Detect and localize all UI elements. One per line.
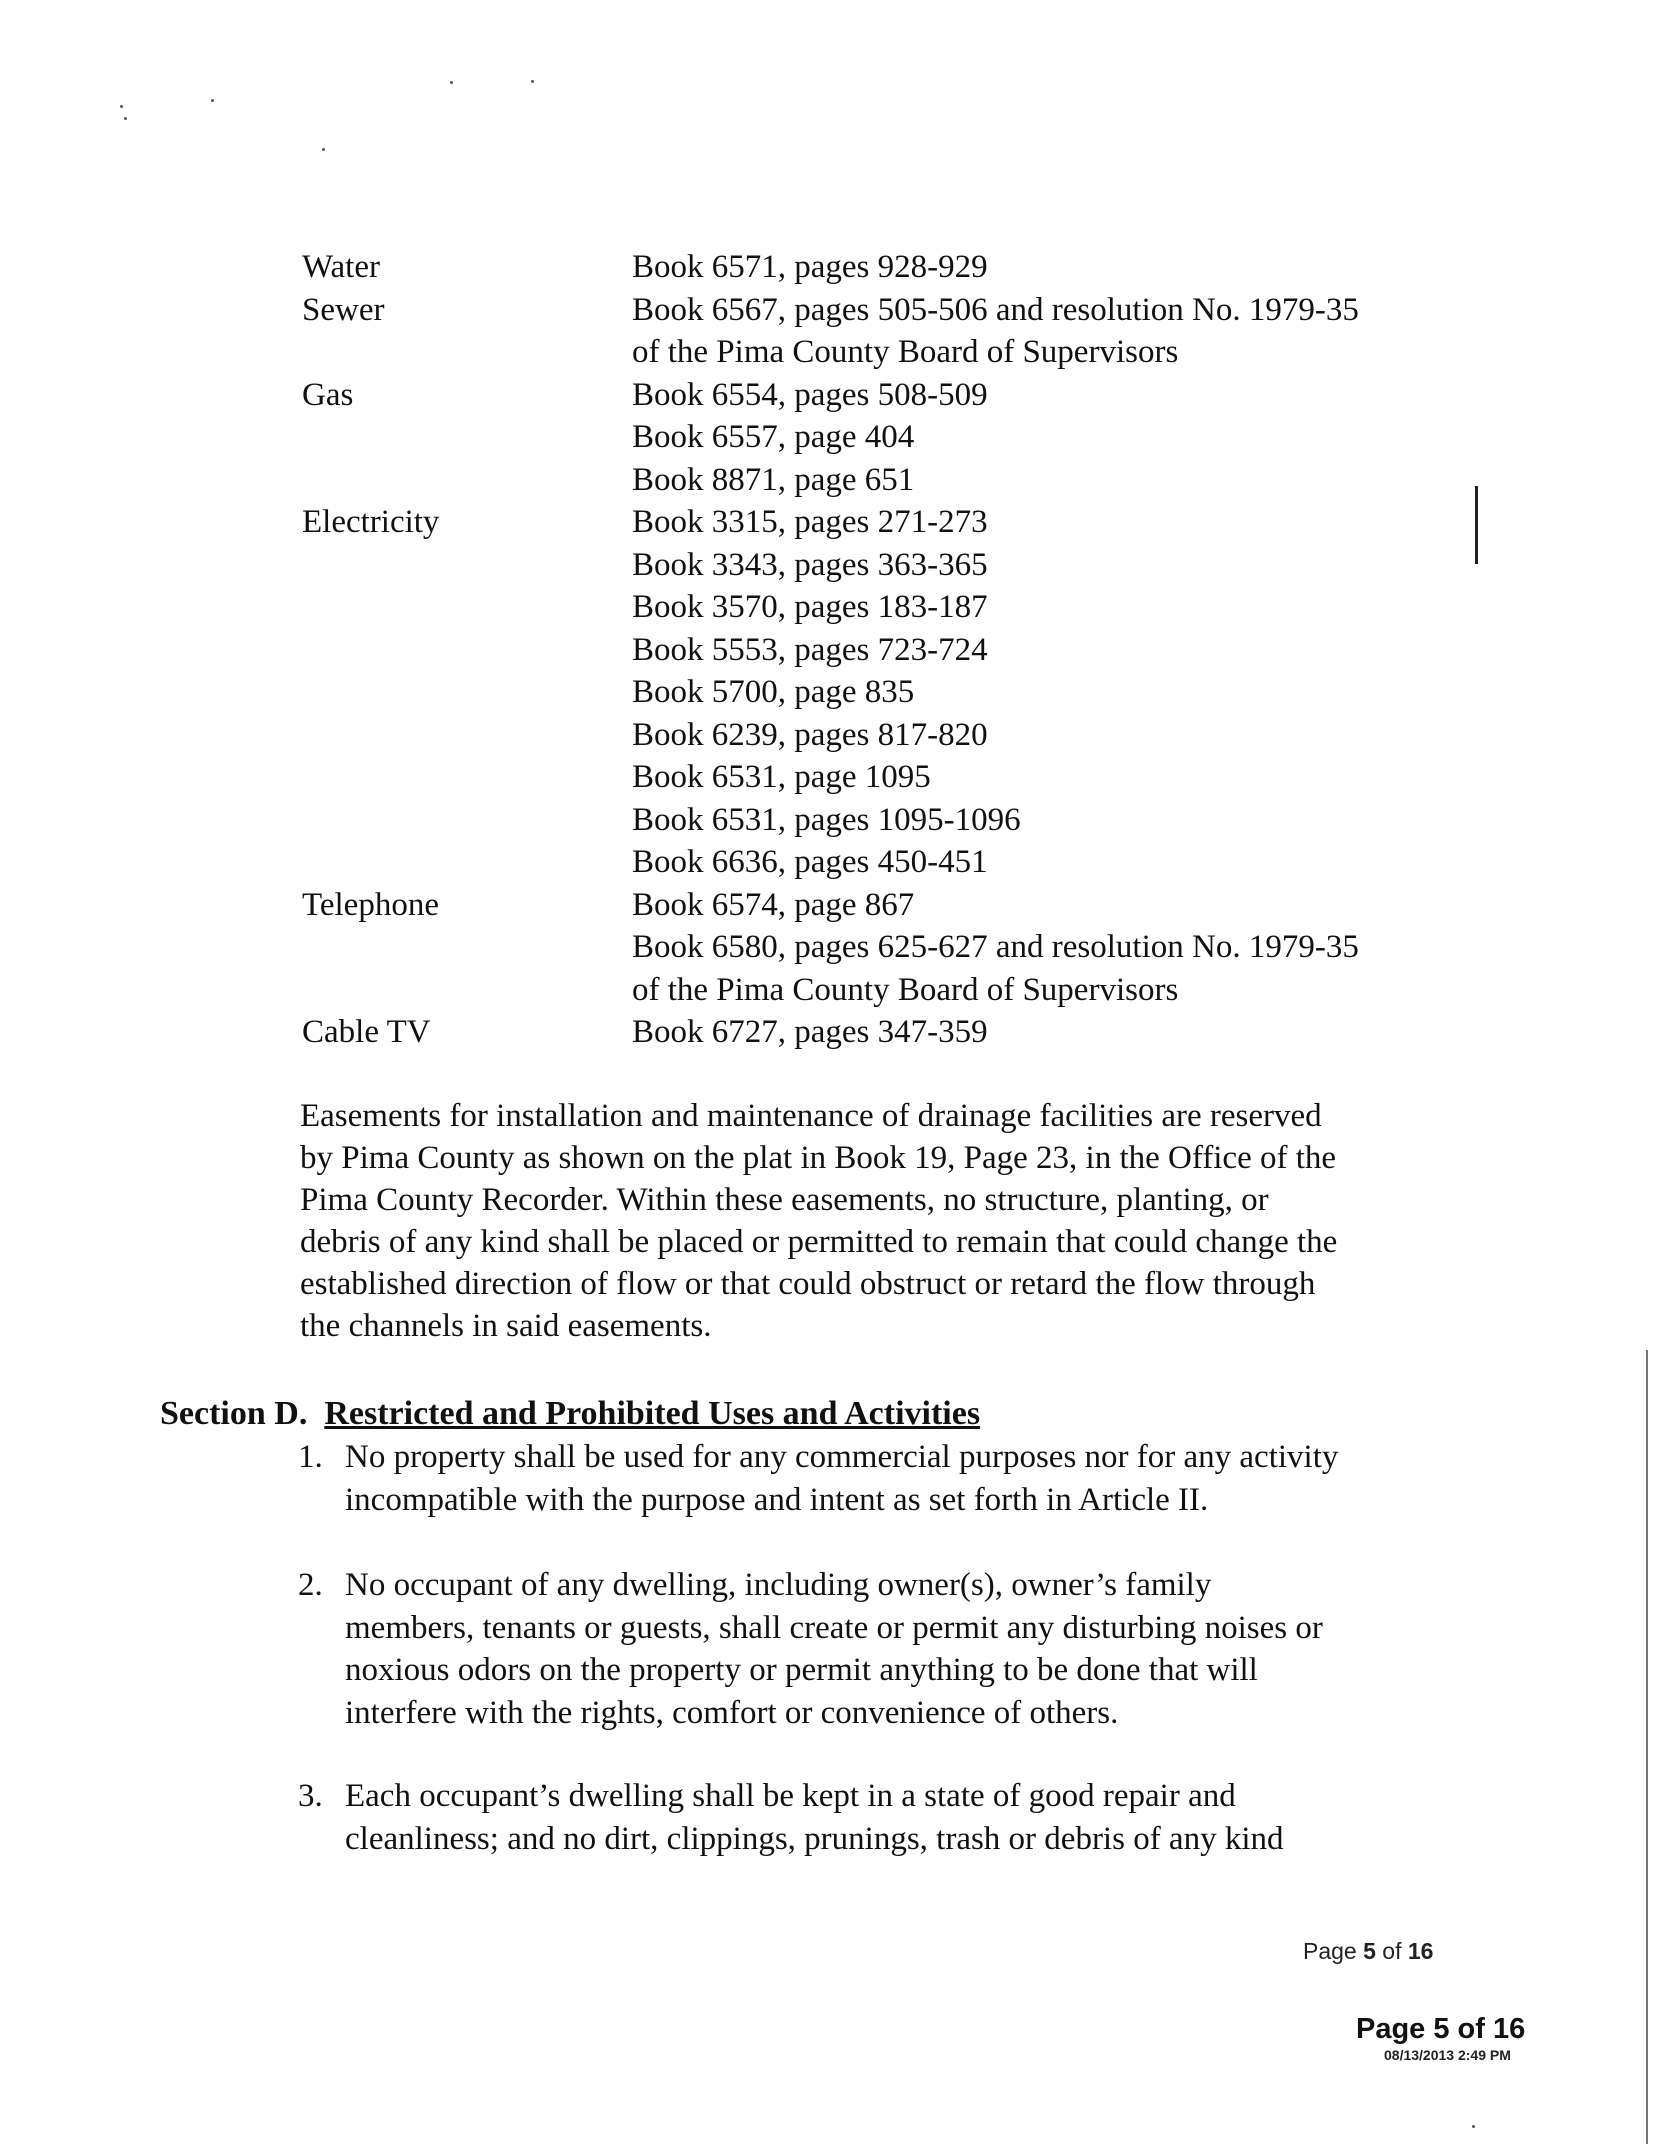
- recording-ref: Book 6574, page 867: [632, 886, 915, 923]
- list-item: [298, 1564, 1498, 1734]
- page-current: 5: [1363, 1938, 1376, 1964]
- recording-refs: [632, 1011, 1482, 1054]
- utility-label: Gas: [302, 376, 354, 413]
- scan-speck: [450, 81, 453, 84]
- list-item-number: 1.: [298, 1439, 323, 1475]
- list-item-line: No occupant of any dwelling, including owner(s), owner’s family: [345, 1567, 1212, 1603]
- paragraph-line: the channels in said easements.: [300, 1308, 712, 1344]
- list-item-text: [345, 1436, 1498, 1521]
- easement-row-gas: [302, 374, 1482, 502]
- recording-ref: Book 6531, pages 1095-1096: [632, 801, 1021, 838]
- paragraph-line: Pima County Recorder. Within these easements, no structure, planting, or: [300, 1182, 1269, 1218]
- recording-ref: Book 3343, pages 363-365: [632, 546, 988, 583]
- recording-ref: Book 6554, pages 508-509: [632, 376, 988, 413]
- paragraph-line: Easements for installation and maintenance of drainage facilities are reserved: [300, 1098, 1322, 1134]
- easement-row-electricity: [302, 501, 1482, 884]
- list-item-number: 3.: [298, 1778, 323, 1814]
- recording-ref: Book 8871, page 651: [632, 461, 915, 498]
- recording-ref: Book 6239, pages 817-820: [632, 716, 988, 753]
- print-timestamp: 08/13/2013 2:49 PM: [1384, 2047, 1511, 2063]
- page-word: Page: [1303, 1938, 1357, 1964]
- scan-edge-line: [1646, 1350, 1648, 2144]
- easement-row-sewer: [302, 289, 1482, 374]
- section-title: Restricted and Prohibited Uses and Activities: [324, 1395, 981, 1432]
- list-item: [298, 1436, 1498, 1521]
- paragraph-line: by Pima County as shown on the plat in Book 19, Page 23, in the Office of the: [300, 1140, 1337, 1176]
- easement-table: [302, 246, 1482, 1054]
- recording-ref: Book 6531, page 1095: [632, 759, 931, 795]
- recording-ref: of the Pima County Board of Supervisors: [632, 334, 1179, 370]
- recording-ref: of the Pima County Board of Supervisors: [632, 971, 1179, 1008]
- list-item-text: [345, 1775, 1498, 1860]
- page-number: [1303, 1938, 1433, 1965]
- of-word: of: [1382, 1938, 1402, 1964]
- recording-ref: Book 3315, pages 271-273: [632, 504, 988, 540]
- recording-ref: Book 5553, pages 723-724: [632, 631, 988, 668]
- scan-speck: [322, 148, 325, 151]
- list-item-line: interfere with the rights, comfort or convenience of others.: [345, 1694, 1119, 1731]
- section-heading: [160, 1393, 980, 1435]
- scan-speck: [1472, 2125, 1475, 2128]
- easement-row-water: [302, 246, 1482, 289]
- recording-refs: [632, 884, 1482, 1012]
- drainage-easement-paragraph: [300, 1095, 1480, 1347]
- recording-refs: [632, 246, 1482, 289]
- easement-row-cable-tv: [302, 1011, 1482, 1054]
- recording-refs: [632, 289, 1482, 374]
- list-item-number: 2.: [298, 1567, 323, 1603]
- list-item-line: cleanliness; and no dirt, clippings, prunings, trash or debris of any kind: [345, 1820, 1284, 1857]
- recording-ref: Book 6727, pages 347-359: [632, 1014, 988, 1050]
- section-label: Section D.: [160, 1395, 308, 1432]
- list-item-line: noxious odors on the property or permit anything to be done that will: [345, 1652, 1258, 1688]
- utility-label: Cable TV: [302, 1014, 431, 1050]
- recording-ref: Book 3570, pages 183-187: [632, 589, 988, 625]
- recording-ref: Book 6557, page 404: [632, 419, 915, 455]
- page-number-stamp: Page 5 of 16: [1356, 2013, 1526, 2045]
- scan-speck: [531, 80, 534, 83]
- utility-label: Telephone: [302, 886, 439, 923]
- recording-ref: Book 6636, pages 450-451: [632, 844, 988, 880]
- easement-row-telephone: [302, 884, 1482, 1012]
- list-item-line: No property shall be used for any commercial purposes nor for any activity: [345, 1439, 1339, 1475]
- recording-refs: [632, 374, 1482, 502]
- utility-label: Electricity: [302, 504, 440, 540]
- scan-speck: [211, 99, 214, 102]
- list-item: [298, 1775, 1498, 1860]
- recording-ref: Book 6580, pages 625-627 and resolution No. 1979-35: [632, 929, 1359, 965]
- recording-refs: [632, 501, 1482, 884]
- paragraph-line: debris of any kind shall be placed or permitted to remain that could change the: [300, 1224, 1338, 1260]
- list-item-line: members, tenants or guests, shall create or permit any disturbing noises or: [345, 1609, 1323, 1646]
- recording-ref: Book 6571, pages 928-929: [632, 249, 988, 285]
- page-total: 16: [1407, 1938, 1434, 1964]
- recording-ref: Book 5700, page 835: [632, 674, 915, 710]
- utility-label: Water: [302, 249, 380, 285]
- list-item-line: Each occupant’s dwelling shall be kept in a state of good repair and: [345, 1778, 1236, 1814]
- list-item-line: incompatible with the purpose and intent as set forth in Article II.: [345, 1481, 1209, 1518]
- list-item-text: [345, 1564, 1498, 1734]
- recording-ref: Book 6567, pages 505-506 and resolution No. 1979-35: [632, 291, 1359, 328]
- utility-label: Sewer: [302, 291, 385, 328]
- paragraph-line: established direction of flow or that could obstruct or retard the flow through: [300, 1266, 1316, 1302]
- scan-speck: [124, 117, 127, 120]
- scan-speck: [120, 105, 123, 108]
